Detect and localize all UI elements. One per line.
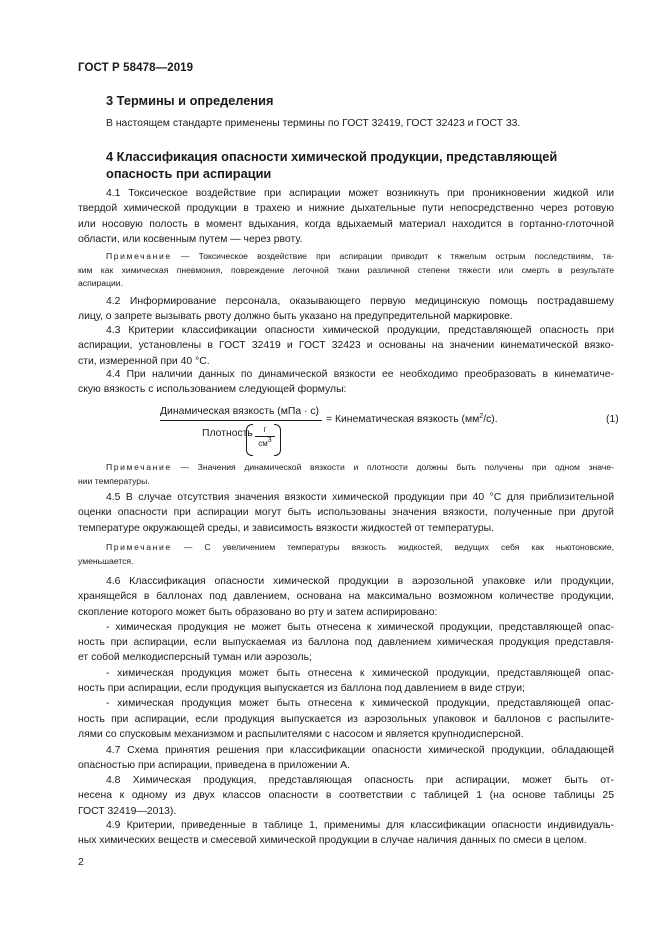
note-text: аспирации.: [78, 278, 123, 288]
text-line: опасностью при аспирации, приведена в приложении А.: [78, 760, 350, 772]
paragraph-4-6: [78, 574, 614, 742]
text-line: 4.1 Токсическое воздействие при аспирации может возникнуть при проникновении жидкой или: [106, 188, 614, 199]
note-text: уменьшается.: [78, 555, 134, 566]
text-line: 4.5 В случае отсутствия значения вязкости химической продукции при 40 °С для приблизительной: [106, 492, 614, 503]
formula-numerator: Динамическая вязкость (мПа · с): [160, 406, 319, 417]
note-label: Примечание: [106, 462, 172, 472]
note-text: — Токсическое воздействие при аспирации приводит к тяжелым острым последствиям, та-: [171, 251, 614, 261]
paragraph-4-7: [78, 743, 614, 774]
paragraph-4-1: [78, 186, 614, 247]
note-2: [78, 461, 614, 488]
text-line: ет собой мелкодисперсный туман или аэрозоль;: [78, 652, 312, 664]
text-line: 4.9 Критерии, приведенные в таблице 1, применимы для классификации опасности индивидуаль-: [106, 820, 614, 831]
paragraph-4-5: [78, 490, 614, 536]
page-number: 2: [78, 857, 84, 868]
section-4-title-line2: опасность при аспирации: [106, 166, 272, 181]
text-line: скую вязкость с использованием следующей формулы:: [78, 384, 347, 396]
text-line: 4.7 Схема принятия решения при классификации опасности химической продукции, обладающей: [106, 745, 614, 756]
note-1: [78, 250, 614, 291]
left-parenthesis: [246, 424, 253, 456]
formula-result: = Кинематическая вязкость $(мм^2/с)$.: [326, 413, 498, 425]
text-line: ных химических веществ и смесевой химической продукции в случае наличия данных по смеси в целом.: [78, 835, 587, 847]
note-3: [78, 541, 614, 568]
text-line: аспирации, установлены в ГОСТ 32419 и ГОСТ 32423 и основаны на значении кинематической вязко-: [78, 340, 614, 352]
text-line: сти, измеренной при 40 °С.: [78, 355, 210, 367]
text-line: ность при аспирации, если выпускаемая из баллона под давлением химическая продукция представля-: [78, 637, 614, 649]
text-line: температуре окружающей среды, и зависимость вязкости жидкостей от температуры.: [78, 522, 495, 534]
text-line: оценки опасности при аспирации могут быть использованы значения вязкости, полученные при другой: [78, 507, 614, 519]
text-line: лями со спусковым механизмом и распылителями с насосом и является крупнодисперсной.: [78, 728, 524, 740]
note-text: — Значения динамической вязкости и плотности должны быть получены при одном значе-: [171, 462, 614, 472]
paragraph-4-2: [78, 294, 614, 325]
paragraph-4-9: [78, 818, 614, 849]
section-3-title: 3 Термины и определения: [106, 93, 274, 108]
note-label: Примечание: [106, 542, 172, 552]
note-text: ким как химическая пневмония, повреждение легочной ткани различной степени тяжести или смерть в результате: [78, 264, 614, 275]
list-item: - химическая продукция может быть отнесена к химической продукции, представляющей опас-: [106, 667, 614, 679]
text-line: твердой химической продукции в трахею и нижние дыхательные пути непосредственно через ротовую: [78, 203, 614, 215]
density-units: г $см^3$: [255, 424, 275, 449]
text-line: хранящейся в баллонах под давлением, основана на максимально возможном количестве продукции,: [78, 591, 614, 603]
text-line: скопление которого может быть образовано во рту и затем аспирировано:: [78, 606, 438, 618]
standard-header: ГОСТ Р 58478—2019: [78, 62, 194, 74]
section-4-title-line1: 4 Классификация опасности химической продукции, представляющей: [106, 149, 558, 164]
fraction-bar: [160, 420, 322, 421]
note-label: Примечание: [106, 251, 172, 261]
right-parenthesis: [274, 424, 281, 456]
text-line: ность при аспирации, если продукция выпускается из баллона под давлением в виде струи;: [78, 683, 525, 695]
text-line: области, или косвенным путем — через рвоту.: [78, 233, 303, 245]
text-line: ГОСТ 32419—2013).: [78, 805, 177, 817]
list-item: - химическая продукция может быть отнесена к химической продукции, представляющей опас-: [106, 698, 614, 710]
text-line: 4.6 Классификация опасности химической продукции в аэрозольной упаковке или продукции,: [106, 576, 614, 587]
text-line: или носовую полость в момент вдыхания, когда вдыхаемый материал находится в гортанно-глоточной: [78, 218, 614, 230]
text-line: лицу, о запрете вызывать рвоту должно быть указано на предупредительной маркировке.: [78, 311, 513, 323]
note-text: — С увеличением температуры вязкость жидкостей, ведущих себя как ньютоновские,: [171, 542, 614, 552]
formula-number: (1): [606, 414, 619, 425]
note-text: нии температуры.: [78, 475, 150, 486]
paragraph-4-3: [78, 323, 614, 369]
section-3-text: В настоящем стандарте применены термины по ГОСТ 32419, ГОСТ 32423 и ГОСТ 33.: [106, 118, 521, 129]
text-line: ность при аспирации, если продукция выпускается из аэрозольных упаковок и баллонов с распылите-: [78, 713, 614, 725]
paragraph-4-4: [78, 367, 614, 398]
text-line: 4.4 При наличии данных по динамической вязкости ее необходимо преобразовать в кинематиче-: [106, 369, 614, 380]
text-line: 4.2 Информирование персонала, оказывающего первую медицинскую помощь пострадавшему: [106, 296, 614, 307]
text-line: несена к одному из двух классов опасности в соответствии с таблицей 1 (на основе таблицы 25: [78, 790, 614, 802]
formula-denominator: Плотность: [202, 428, 253, 439]
text-line: 4.8 Химическая продукция, представляющая опасность при аспирации, может быть от-: [106, 775, 614, 786]
list-item: - химическая продукция не может быть отнесена к химической продукции, представляющей опас-: [106, 621, 614, 633]
text-line: 4.3 Критерии классификации опасности химической продукции, представляющей опасность при: [106, 325, 614, 336]
paragraph-4-8: [78, 773, 614, 819]
